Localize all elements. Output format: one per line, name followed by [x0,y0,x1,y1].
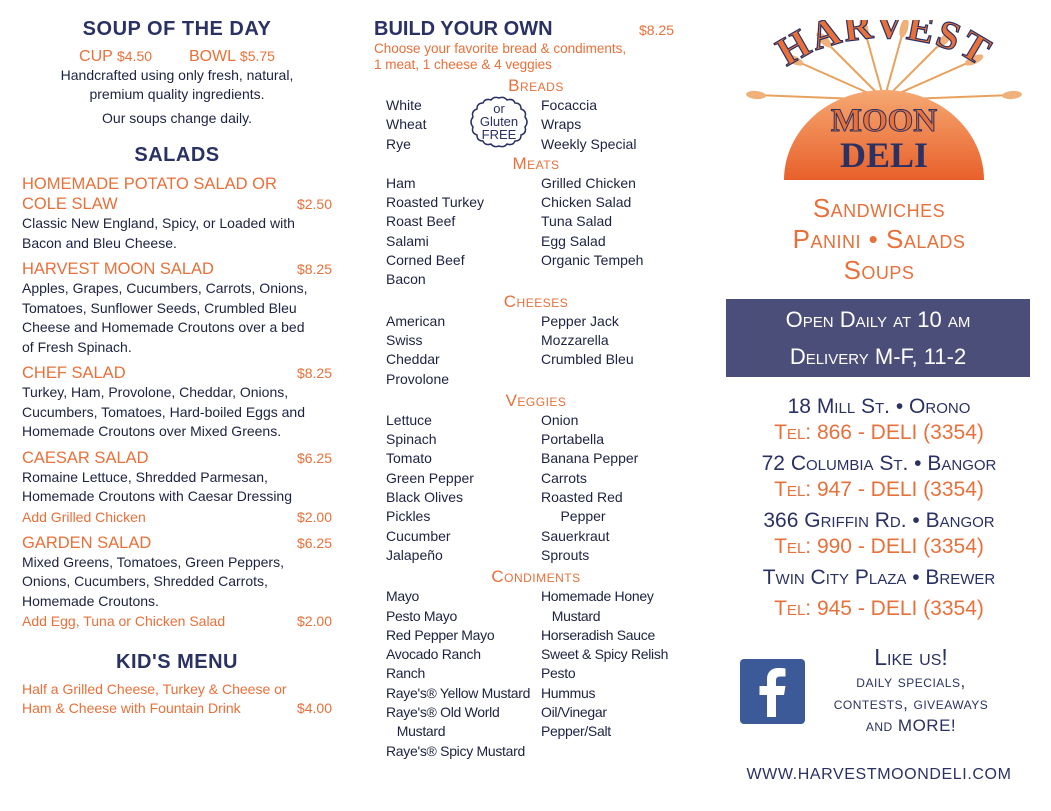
section-heading-veggies: Veggies [505,390,567,410]
addon-label: Add Egg, Tuna or Chicken Salad [22,613,226,629]
salad-title-text: COLE SLAW [22,195,118,213]
list-item: Corned Beef [386,252,465,269]
list-item: Tuna Salad [541,213,613,230]
addon-price: $2.00 [296,613,332,629]
list-item: Pesto Mayo [386,607,457,624]
salad-item [22,363,332,442]
location-address: 18 Mill St. • Orono [787,395,971,418]
salad-desc: Mixed Greens, Tomatoes, Green Peppers, [22,553,284,570]
facebook-icon[interactable] [740,659,805,724]
salad-title: HOMEMADE POTATO SALAD OR [22,175,277,193]
taglines [724,193,1034,286]
veggies-right [541,411,696,565]
like-us-heading: Like us! [874,644,948,670]
salad-desc: Homemade Croutons over Mixed Greens. [22,423,282,439]
social-line-3: and MORE! [865,716,957,735]
bowl-price: $5.75 [239,48,275,64]
middle-column [374,18,694,761]
kids-line-2-row [22,699,332,718]
breads-right [541,96,696,154]
salad-desc: Bacon and Bleu Cheese. [22,234,177,251]
salad-item [22,174,332,253]
salad-desc: Turkey, Ham, Provolone, Cheddar, Onions, [22,384,289,400]
list-item: Carrots [541,469,587,486]
list-item: Mayo [386,588,420,605]
location-entry [724,508,1034,560]
build-lists [386,76,686,761]
soup-prices [22,48,332,66]
kids-heading: KID'S MENU [116,651,238,673]
logo-moon: MOON [830,103,938,139]
list-item: Cucumber [386,527,451,544]
soup-desc-1: Handcrafted using only fresh, natural, [60,67,294,83]
soup-heading: SOUP OF THE DAY [82,18,272,40]
svg-text:HARVEST [768,20,999,75]
list-item: Spinach [386,431,437,448]
salad-desc: Romaine Lettuce, Shredded Parmesan, [22,468,268,485]
location-phone: Tel: 866 - DELI (3354) [774,421,984,444]
salad-item [22,448,332,527]
list-item: Salami [386,232,429,249]
build-header [374,18,694,41]
cup-price: $4.50 [116,48,153,64]
section-heading-breads: Breads [508,76,564,95]
left-column [22,18,332,718]
list-item: Jalapeño [386,546,443,563]
list-item: Raye's® Old World [386,704,500,721]
hours-banner [726,299,1030,377]
location-address: 72 Columbia St. • Bangor [761,452,997,475]
list-item: Green Pepper [386,469,474,486]
salad-title-row [22,363,332,383]
salads-heading: SALADS [134,144,220,166]
salad-addon [22,507,332,527]
list-item: Chicken Salad [541,194,632,211]
list-item: Black Olives [386,489,464,506]
condiments-right [541,587,696,761]
social-line-1: daily specials, [856,672,966,691]
salad-desc: Cucumbers, Tomatoes, Hard-boiled Eggs and [22,403,306,420]
salad-price: $8.25 [296,365,332,381]
list-item: Onion [541,411,579,428]
addon-price: $2.00 [296,508,332,525]
tagline-1: Sandwiches [812,193,946,223]
hours-line-1: Open Daily at 10 am [785,307,971,332]
list-item: Sprouts [541,546,590,563]
salad-title: CHEF SALAD [22,364,126,382]
salad-desc: Tomatoes, Sunflower Seeds, Crumbled Bleu [22,299,297,316]
list-item: Red Pepper Mayo [386,626,495,643]
soup-desc-3: Our soups change daily. [102,110,252,126]
list-item: Pickles [386,508,431,525]
salad-desc: Classic New England, Spicy, or Loaded with [22,215,295,231]
salad-desc: Onions, Cucumbers, Shredded Carrots, [22,573,268,589]
location-address: 366 Griffin Rd. • Bangor [763,509,995,532]
build-sub-2: 1 meat, 1 cheese & 4 veggies [374,57,552,72]
condiments-list [386,587,686,761]
gluten-or: or [493,101,505,116]
list-item: Provolone [386,370,450,387]
list-item: Pepper Jack [541,312,619,329]
salad-title-line2 [22,194,332,214]
location-phone: Tel: 945 - DELI (3354) [774,597,984,620]
locations [724,394,1034,622]
hours-line-2: Delivery M-F, 11-2 [789,344,967,369]
logo-deli: DELI [839,135,929,175]
list-item: Horseradish Sauce [541,626,655,643]
addon-label: Add Grilled Chicken [22,508,146,525]
location-entry [724,394,1034,446]
list-item: Tomato [386,450,432,467]
location-entry [724,565,1034,622]
gluten-text [469,102,529,141]
website-link[interactable]: WWW.HARVESTMOONDELI.COM [746,766,1012,783]
cheeses-left [386,312,541,389]
list-item: Bacon [386,271,426,288]
list-item: Roast Beef [386,213,456,230]
list-item: Weekly Special [541,135,637,152]
build-heading: BUILD YOUR OWN [374,18,553,40]
salad-title: HARVEST MOON SALAD [22,260,214,278]
list-item: Ham [386,174,416,191]
list-item: Roasted Turkey [386,194,485,211]
salad-title: CAESAR SALAD [22,448,149,467]
veggies-list [386,411,686,565]
bowl-label: BOWL [188,48,236,65]
list-item: Mustard [386,723,446,740]
list-item: Banana Pepper [541,450,639,467]
salad-title: GARDEN SALAD [22,533,152,552]
breads-list [386,96,686,154]
salad-desc: Homemade Croutons. [22,592,159,609]
salad-price: $6.25 [296,449,332,466]
gluten-gluten: Gluten [479,114,519,129]
list-item: Portabella [541,431,605,448]
list-item: Oil/Vinegar [541,704,607,721]
list-item: Focaccia [541,97,598,113]
condiments-left [386,587,541,761]
list-item: Pepper [541,508,606,525]
list-item: Avocado Ranch [386,646,481,663]
list-item: Homemade Honey [541,588,654,605]
meats-right [541,174,696,290]
location-phone: Tel: 947 - DELI (3354) [774,478,984,501]
location-phone: Tel: 990 - DELI (3354) [774,535,984,558]
gluten-free: FREE [481,127,517,142]
list-item: Organic Tempeh [541,252,644,269]
meats-left [386,174,541,290]
social-line-2: contests, giveaways [833,694,989,713]
salad-title-row [22,259,332,279]
list-item: Swiss [386,331,423,348]
list-item: Pesto [541,665,576,682]
salad-desc: Apples, Grapes, Cucumbers, Carrots, Onions, [22,280,308,296]
list-item: Mozzarella [541,331,609,348]
section-heading-condiments: Condiments [491,567,581,587]
list-item: Cheddar [386,351,440,368]
build-price: $8.25 [638,22,674,38]
veggies-left [386,411,541,565]
list-item: Wraps [541,116,582,133]
list-item: Sauerkraut [541,527,610,544]
right-column [724,0,1051,811]
list-item: Pepper/Salt [541,723,611,740]
list-item: Raye's® Spicy Mustard [386,742,525,759]
logo-arc-text: HARVEST [768,20,1000,75]
soup-desc-2: premium quality ingredients. [89,86,265,102]
list-item: Ranch [386,665,425,682]
list-item: Mustard [541,607,601,624]
salad-desc: Homemade Croutons with Caesar Dressing [22,488,292,504]
list-item: Raye's® Yellow Mustard [386,684,531,701]
salad-title-row [22,448,332,468]
list-item: Wheat [386,116,427,133]
cheeses-list [386,312,686,389]
salad-desc: Cheese and Homemade Croutons over a bed [22,319,305,335]
location-address: Twin City Plaza • Brewer [762,566,996,589]
kids-line-2: Ham & Cheese with Fountain Drink [22,700,241,716]
tagline-2: Panini • Salads [792,224,966,254]
cheeses-right [541,312,696,389]
kids-desc [22,680,332,718]
list-item: American [386,312,446,329]
salad-title-row [22,533,332,553]
harvest-moon-logo [734,20,1034,185]
gluten-free-badge [469,96,529,148]
list-item: Grilled Chicken [541,174,636,191]
kids-price: $4.00 [296,700,332,716]
salad-price: $2.50 [296,196,332,212]
salad-addon [22,611,332,631]
tagline-3: Soups [843,255,915,285]
kids-line-1: Half a Grilled Cheese, Turkey & Cheese or [22,681,287,697]
location-entry [724,451,1034,503]
list-item: Crumbled Bleu [541,351,634,368]
cup-label: CUP [79,48,113,65]
salad-price: $6.25 [296,534,332,551]
list-item: Roasted Red [541,489,623,506]
list-item: Lettuce [386,411,432,428]
list-item: Rye [386,135,411,152]
meats-list [386,174,686,290]
social-text [806,644,1016,737]
list-item: Egg Salad [541,232,606,249]
build-sub-1: Choose your favorite bread & condiments, [374,41,627,56]
salad-item [22,533,332,632]
salad-desc: of Fresh Spinach. [22,338,132,355]
salad-price: $8.25 [296,261,332,277]
section-heading-meats: Meats [512,153,560,173]
salad-item [22,259,332,357]
list-item: Hummus [541,684,596,701]
section-heading-cheeses: Cheeses [503,291,569,311]
list-item: White [386,97,422,113]
list-item: Sweet & Spicy Relish [541,646,669,663]
